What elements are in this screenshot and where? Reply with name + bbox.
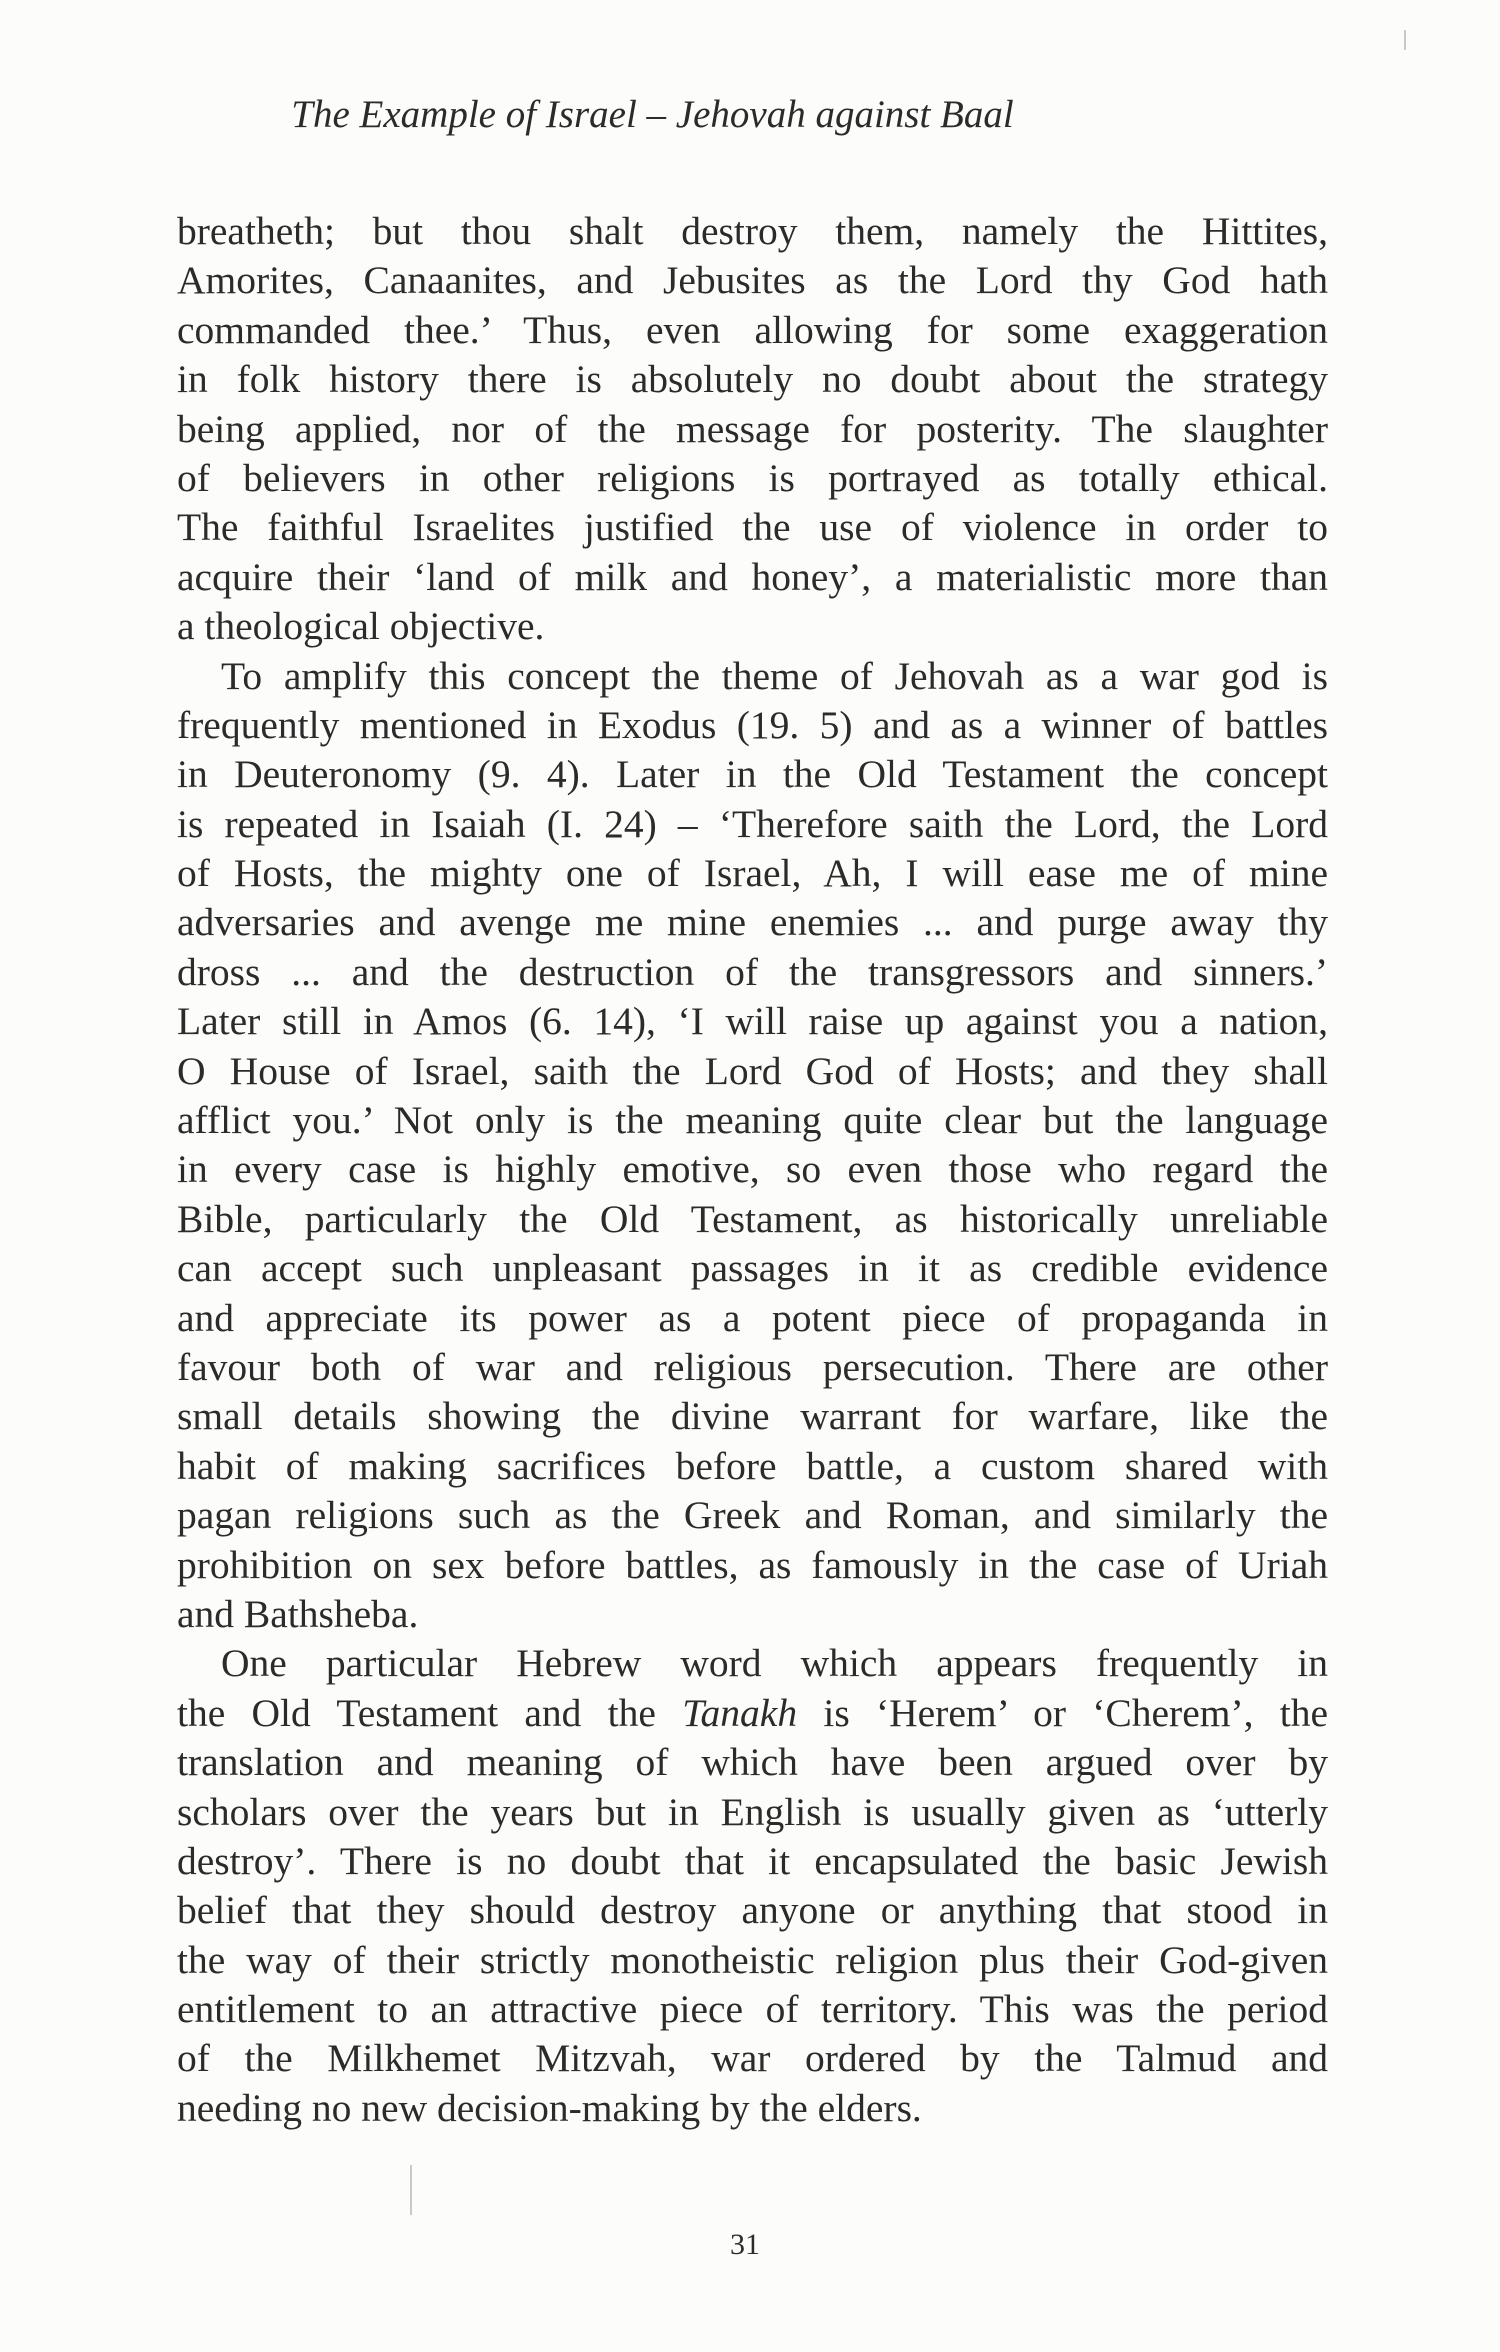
text-line: commanded thee.’ Thus, even allowing for some exaggeration <box>177 307 1328 352</box>
text-line: and appreciate its power as a potent piece of propaganda in <box>177 1295 1328 1340</box>
text-line: being applied, nor of the message for posterity. The slaughter <box>177 406 1328 451</box>
text-line: translation and meaning of which have been argued over by <box>177 1740 1328 1785</box>
paragraph <box>177 652 1328 1640</box>
text-line: favour both of war and religious persecution. There are other <box>177 1344 1328 1389</box>
paragraph <box>177 207 1328 652</box>
text-line: O House of Israel, saith the Lord God of Hosts; and they shall <box>177 1048 1328 1093</box>
text-line: habit of making sacrifices before battle, a custom shared with <box>177 1443 1328 1488</box>
text-line: in folk history there is absolutely no doubt about the strategy <box>177 357 1328 402</box>
text-line: One particular Hebrew word which appears frequently in <box>221 1641 1328 1686</box>
text-line: a theological objective. <box>177 604 545 649</box>
italic-term: Tanakh <box>682 1690 798 1735</box>
text-line: pagan religions such as the Greek and Roman, and similarly the <box>177 1493 1328 1538</box>
text-line: of believers in other religions is portrayed as totally ethical. <box>177 455 1328 500</box>
text-line: afflict you.’ Not only is the meaning quite clear but the language <box>177 1098 1328 1143</box>
text-line: small details showing the divine warrant for warfare, like the <box>177 1394 1328 1439</box>
text-line: Later still in Amos (6. 14), ‘I will raise up against you a nation, <box>177 999 1328 1044</box>
paragraph <box>177 1639 1328 2133</box>
text-line: can accept such unpleasant passages in it as credible evidence <box>177 1246 1328 1291</box>
text-line: adversaries and avenge me mine enemies ... and purge away thy <box>177 900 1328 945</box>
text-line: belief that they should destroy anyone or anything that stood in <box>177 1888 1328 1933</box>
text-segment: is ‘Herem’ or ‘Cherem’, the <box>797 1690 1329 1735</box>
text-line: Bible, particularly the Old Testament, as historically unreliable <box>177 1196 1328 1241</box>
body-text <box>177 207 1328 2133</box>
text-segment: the Old Testament and the <box>177 1690 683 1735</box>
text-line: Amorites, Canaanites, and Jebusites as the Lord thy God hath <box>177 258 1328 303</box>
text-line: is repeated in Isaiah (I. 24) – ‘Therefore saith the Lord, the Lord <box>177 801 1328 846</box>
text-line: frequently mentioned in Exodus (19. 5) and as a winner of battles <box>177 702 1328 747</box>
text-line: of Hosts, the mighty one of Israel, Ah, I will ease me of mine <box>177 851 1328 896</box>
text-line: in every case is highly emotive, so even those who regard the <box>177 1147 1328 1192</box>
scan-mark <box>410 2165 412 2215</box>
text-line: prohibition on sex before battles, as famously in the case of Uriah <box>177 1542 1328 1587</box>
text-line: in Deuteronomy (9. 4). Later in the Old Testament the concept <box>177 752 1328 797</box>
text-line: scholars over the years but in English is usually given as ‘utterly <box>177 1789 1328 1834</box>
text-line: of the Milkhemet Mitzvah, war ordered by the Talmud and <box>177 2036 1328 2081</box>
text-line: the way of their strictly monotheistic religion plus their God-given <box>177 1937 1328 1982</box>
text-line <box>177 1689 1328 1738</box>
page-number: 31 <box>730 2228 760 2261</box>
text-line: needing no new decision-making by the elders. <box>177 2085 922 2130</box>
text-line: acquire their ‘land of milk and honey’, a materialistic more than <box>177 554 1328 599</box>
scan-mark <box>1404 30 1406 50</box>
text-line: and Bathsheba. <box>177 1591 419 1636</box>
text-line: entitlement to an attractive piece of territory. This was the period <box>177 1987 1328 2032</box>
text-line: dross ... and the destruction of the transgressors and sinners.’ <box>177 949 1328 994</box>
text-line: To amplify this concept the theme of Jehovah as a war god is <box>221 653 1328 698</box>
text-line: The faithful Israelites justified the use of violence in order to <box>177 505 1328 550</box>
text-line: breatheth; but thou shalt destroy them, namely the Hittites, <box>177 209 1328 253</box>
text-line: destroy’. There is no doubt that it encapsulated the basic Jewish <box>177 1838 1328 1883</box>
running-header: The Example of Israel – Jehovah against Baal <box>291 93 1014 136</box>
